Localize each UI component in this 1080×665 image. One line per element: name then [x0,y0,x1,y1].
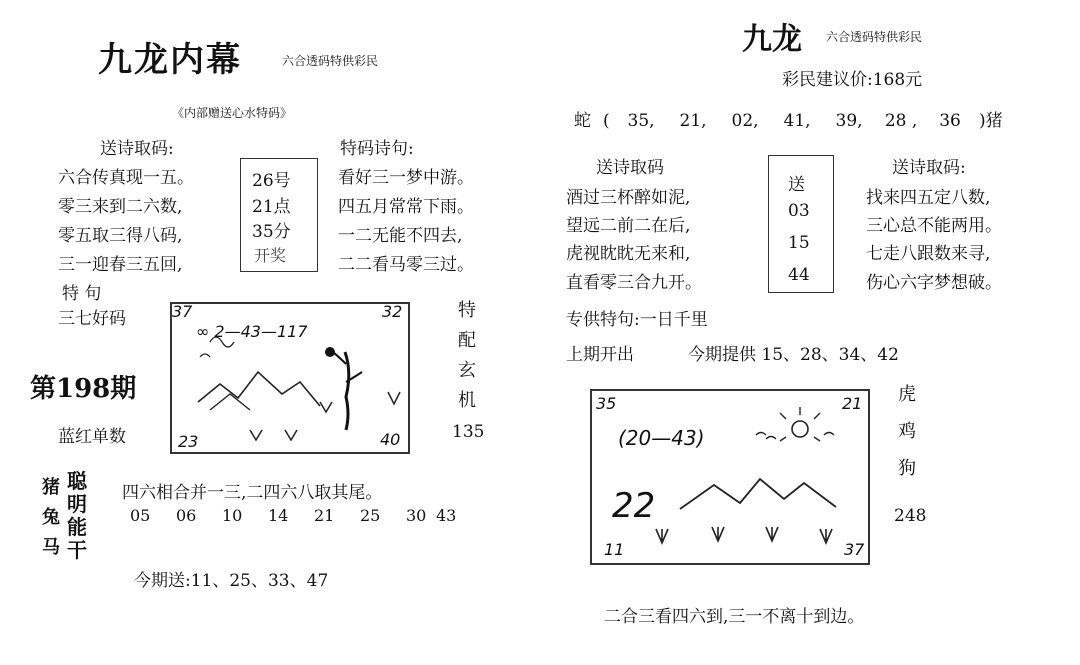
right-side-vertical: 虎 鸡 狗 [898,384,916,479]
left-subtitle: 六合透码特供彩民 [282,54,379,68]
snake-row: 蛇 ( 35, 21, 02, 41, 39, 28 , 36 )猪 [574,111,1003,131]
left-special-line: 四五月常常下雨。 [338,197,474,217]
right-box-line: 03 [788,201,810,221]
right-box-line: 送 [788,175,805,195]
right-sketch-tl: 35 [596,394,617,413]
left-box-line: 35分 [252,222,291,242]
right-poem-a: 虎视眈眈无来和, [566,244,691,264]
left-poem-line: 六合传真现一五。 [58,168,194,188]
right-sketch-mid: 22 [612,486,656,526]
right-box-line: 44 [788,265,810,285]
left-poem-line: 零三来到二六数, [58,197,183,217]
right-sketch-br: 37 [844,540,865,559]
right-side-number: 248 [894,506,927,526]
right-footer: 二合三看四六到,三一不离十到边。 [604,607,865,627]
left-sketch-br: 40 [380,430,401,449]
left-side-vertical: 特 配 玄 机 [458,300,476,411]
left-sketch-formula: ∞ 2—43—117 [196,322,308,341]
right-poem-b: 找来四五定八数, [866,188,991,208]
right-box-line: 15 [788,233,810,253]
right-send-heading-b: 送诗取码: [892,158,966,178]
left-three-seven: 三七好码 [58,309,126,329]
blue-red-label: 蓝红单数 [58,427,126,447]
right-poem-a: 直看零三合九开。 [566,273,702,293]
left-poem-line: 三一迎春三五回, [58,255,183,275]
right-sketch-bl: 11 [604,540,625,559]
right-sketch-drawing [590,389,868,563]
left-special-poem-heading: 特码诗句: [340,139,414,159]
zodiac-column: 猪 兔 马 [42,477,60,558]
smart-column: 聪 明 能 干 [67,469,87,562]
left-special-phrase-label: 特 句 [62,284,102,304]
left-sketch-tl: 37 [172,302,193,321]
left-line-a: 四六相合并一三,二四六八取其尾。 [122,483,383,503]
left-box-line: 开奖 [254,246,287,265]
right-special-phrase: 专供特句:一日千里 [566,310,708,330]
left-special-line: 看好三一梦中游。 [338,168,474,188]
right-poem-a: 酒过三杯醉如泥, [566,188,691,208]
right-poem-a: 望远二前二在后, [566,216,691,236]
numbers-row: 05 06 10 14 21 25 30 43 [130,506,457,525]
right-sketch-formula: (20—43) [618,426,705,450]
left-sketch-bl: 23 [178,432,199,451]
this-issue: 今期提供 15、28、34、42 [688,345,899,365]
left-special-line: 二二看马零三过。 [338,255,474,275]
left-sketch-tr: 32 [382,302,403,321]
today-send: 今期送:11、25、33、47 [134,571,329,591]
right-send-heading-a: 送诗取码 [596,158,664,178]
issue-number: 第198期 [30,374,137,404]
left-box-line: 21点 [252,197,291,217]
left-title: 九龙内幕 [98,40,242,80]
right-subtitle: 六合透码特供彩民 [826,30,923,44]
right-poem-b: 三心总不能两用。 [866,216,1002,236]
last-open: 上期开出 [566,345,634,365]
left-special-line: 一二无能不四去, [338,226,463,246]
left-gift-note: 《内部赠送心水特码》 [172,106,293,120]
left-box-line: 26号 [252,171,291,191]
right-poem-b: 七走八跟数来寻, [866,244,991,264]
left-right-number: 135 [452,422,485,442]
right-sketch-tr: 21 [842,394,863,413]
right-poem-b: 伤心六字梦想破。 [866,273,1002,293]
left-send-poem-heading: 送诗取码: [100,139,174,159]
right-title: 九龙 [742,22,802,57]
price: 彩民建议价:168元 [782,70,923,90]
left-poem-line: 零五取三得八码, [58,226,183,246]
